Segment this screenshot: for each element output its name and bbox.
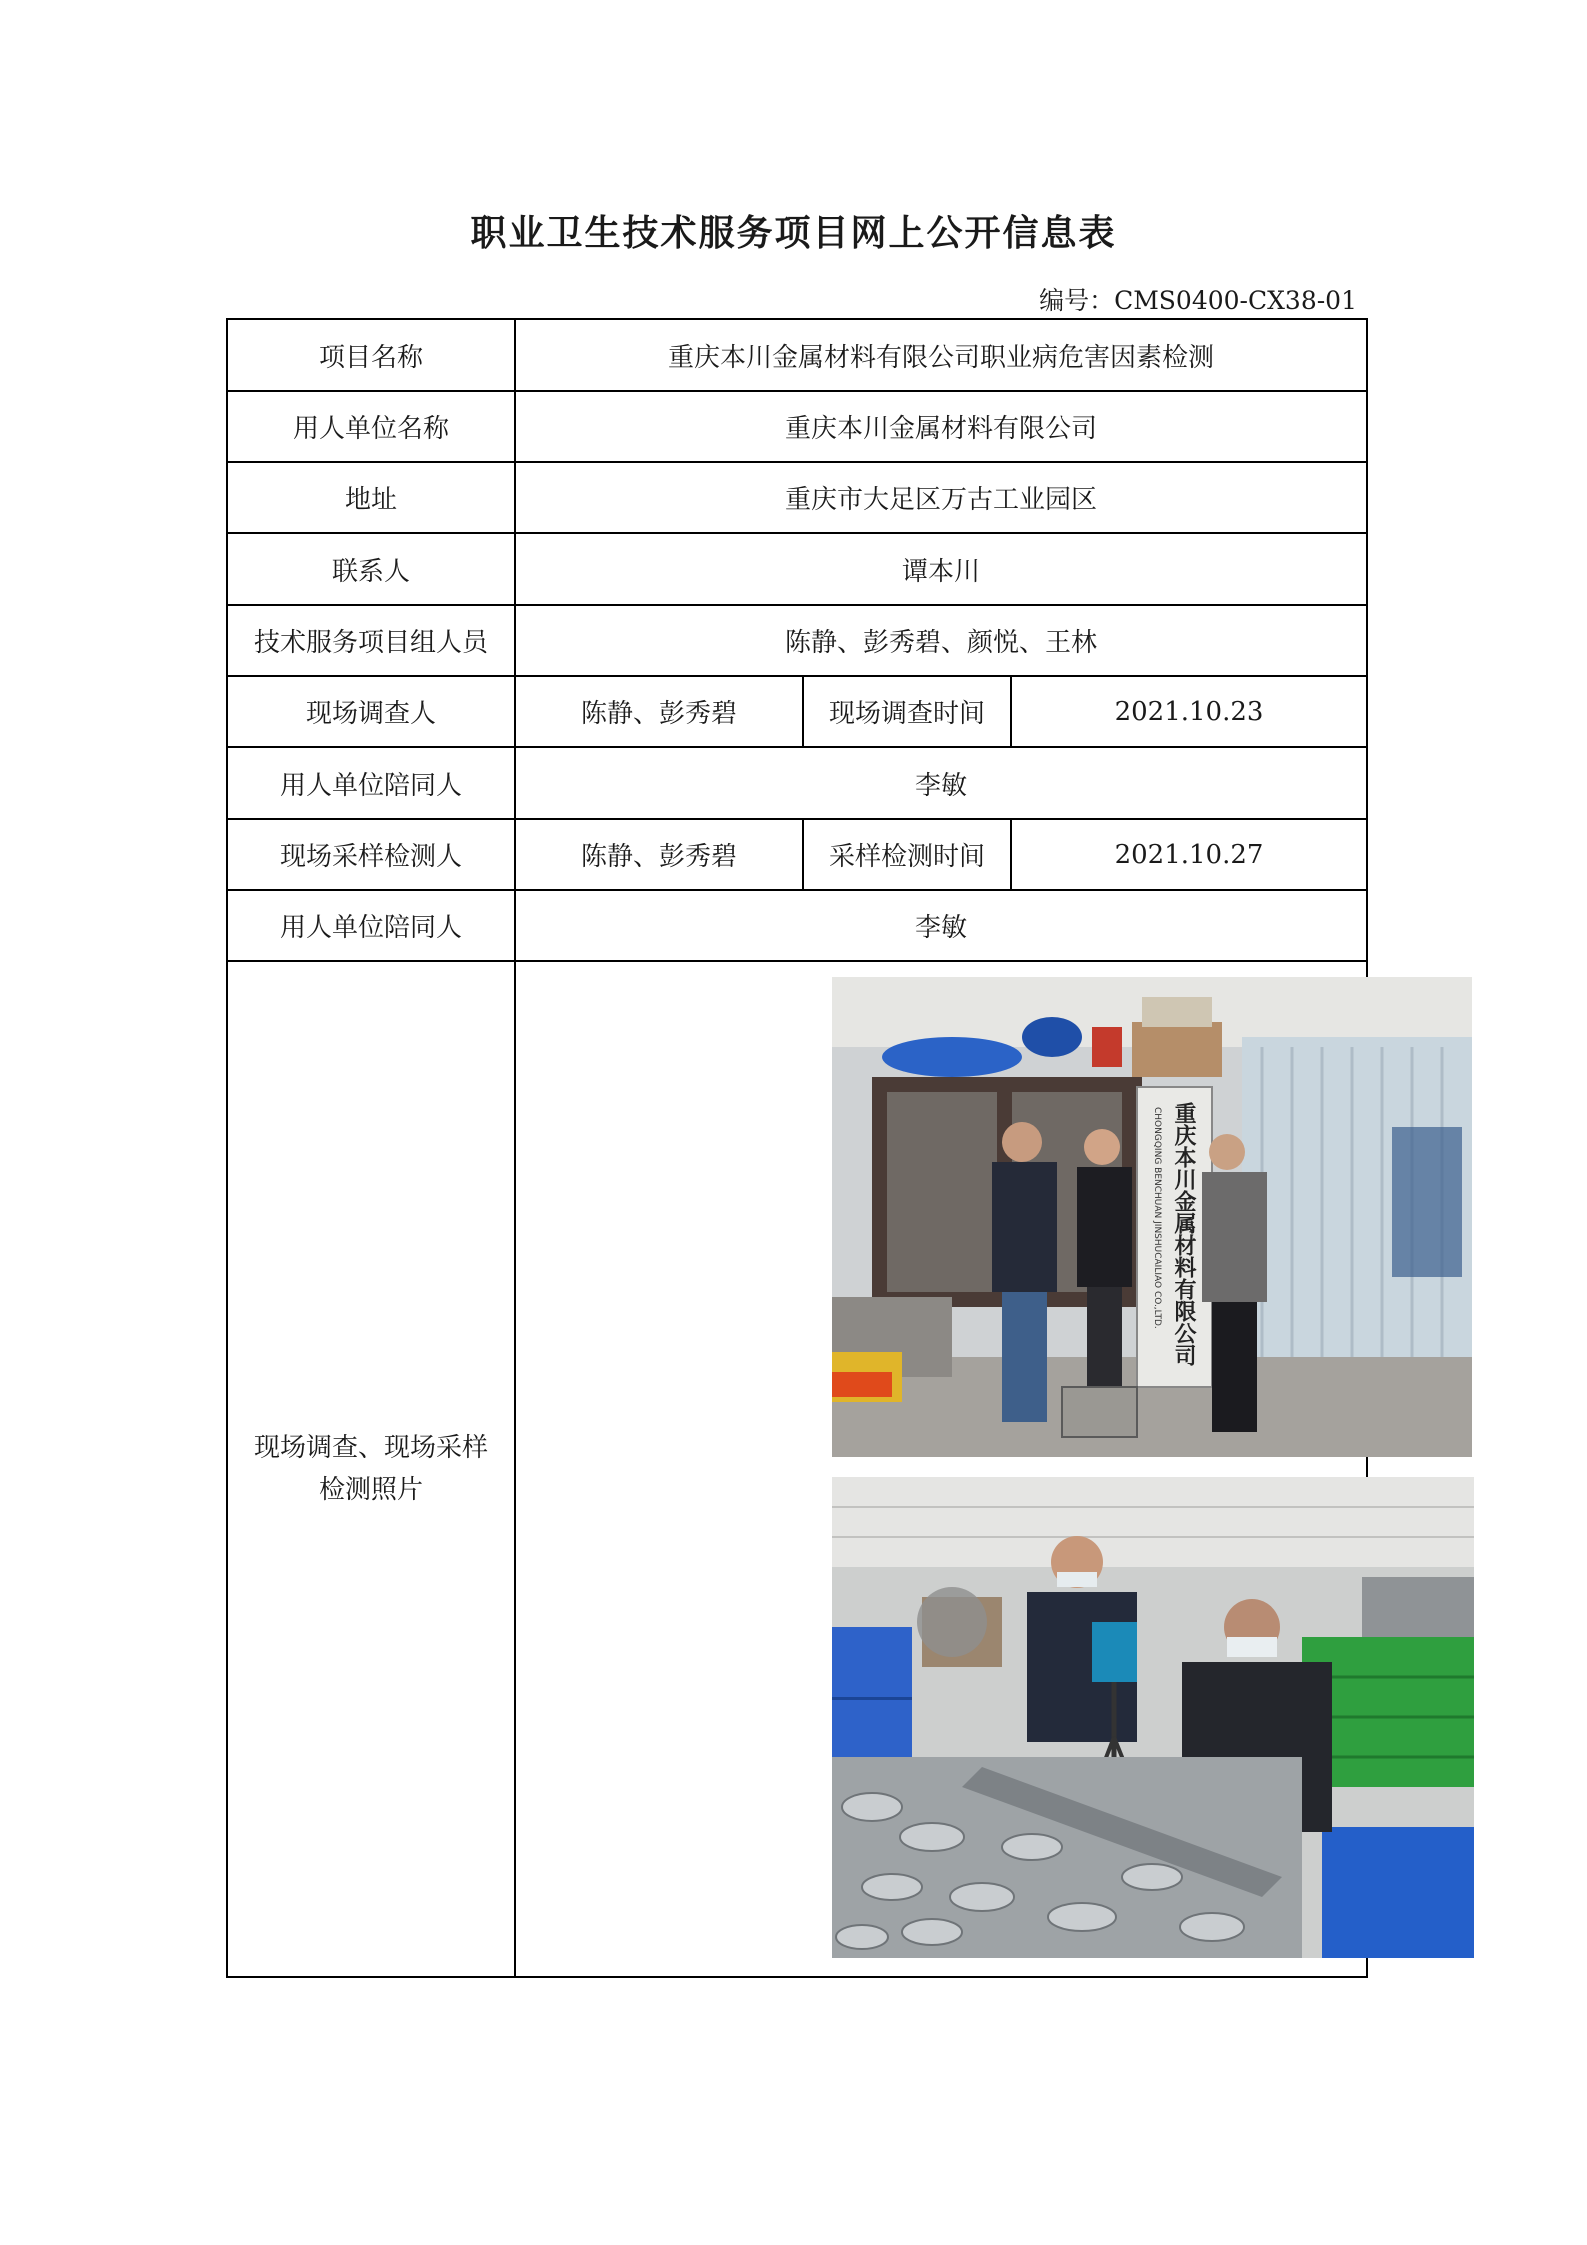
contact-label: 联系人 <box>228 534 516 604</box>
row-escort-1 <box>228 748 1366 820</box>
row-team-members <box>228 606 1366 677</box>
row-photos <box>228 962 1366 1976</box>
row-escort-2 <box>228 891 1366 962</box>
escort-2-value: 李敏 <box>914 913 967 943</box>
info-table <box>226 318 1368 1978</box>
sign-english-text: CHONGQING BENCHUAN JINSHUCAILIAO CO.,LTD. <box>1152 1107 1162 1329</box>
survey-time-value: 2021.10.23 <box>1114 696 1264 727</box>
sampling-label: 现场采样检测人 <box>228 820 516 889</box>
document-title: 职业卫生技术服务项目网上公开信息表 <box>470 212 1117 254</box>
employer-name-value: 重庆本川金属材料有限公司 <box>784 414 1097 444</box>
photos-area <box>516 962 1366 1976</box>
document-code: 编号：CMS0400-CX38-01 <box>1039 286 1357 315</box>
escort-1-value: 李敏 <box>914 770 967 801</box>
contact-value: 谭本川 <box>901 556 980 587</box>
sign-chinese-text: 重庆本川金属材料有限公司 <box>1171 1102 1197 1366</box>
row-sampling <box>228 820 1366 891</box>
row-contact <box>228 534 1366 606</box>
sampling-photo-image <box>832 1477 1474 1958</box>
photos-label <box>228 962 516 1976</box>
employer-name-label: 用人单位名称 <box>228 392 516 461</box>
sampling-photo <box>832 1477 1474 1958</box>
escort-2-label: 用人单位陪同人 <box>228 891 516 960</box>
address-value: 重庆市大足区万古工业园区 <box>784 485 1097 515</box>
team-members-value: 陈静、彭秀碧、颜悦、王林 <box>784 628 1097 658</box>
project-name-label: 项目名称 <box>228 320 516 390</box>
address-label: 地址 <box>228 463 516 532</box>
sampling-time-label: 采样检测时间 <box>804 820 1012 889</box>
project-name-value: 重庆本川金属材料有限公司职业病危害因素检测 <box>667 342 1214 373</box>
team-members-label: 技术服务项目组人员 <box>228 606 516 675</box>
survey-time-label: 现场调查时间 <box>804 677 1012 746</box>
row-survey <box>228 677 1366 748</box>
photos-label-line2: 检测照片 <box>318 1475 423 1505</box>
row-employer-name <box>228 392 1366 463</box>
escort-1-label: 用人单位陪同人 <box>228 748 516 818</box>
sampling-value: 陈静、彭秀碧 <box>516 820 804 889</box>
photos-label-line1: 现场调查、现场采样 <box>253 1433 488 1463</box>
survey-photo <box>832 977 1472 1457</box>
survey-value: 陈静、彭秀碧 <box>516 677 804 746</box>
survey-label: 现场调查人 <box>228 677 516 746</box>
survey-photo-image <box>832 977 1472 1457</box>
row-address <box>228 463 1366 534</box>
sampling-time-value: 2021.10.27 <box>1114 839 1264 870</box>
row-project-name <box>228 320 1366 392</box>
